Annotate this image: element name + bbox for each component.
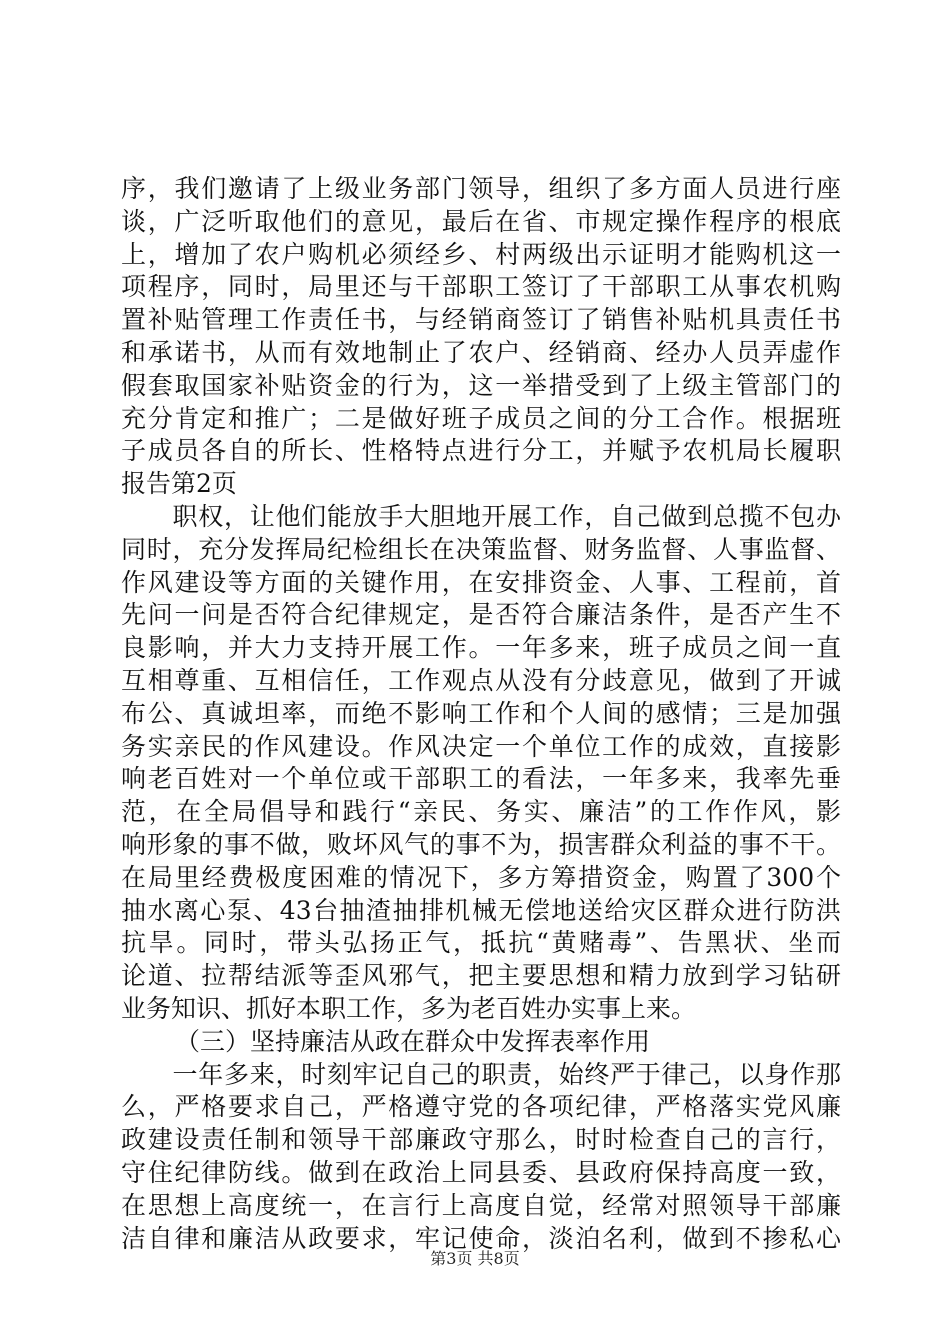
text-line: 充分肯定和推广；二是做好班子成员之间的分工合作。根据班 (121, 403, 841, 433)
text-line: 抽水离心泵、43台抽渣抽排机械无偿地送给灾区群众进行防洪 (121, 895, 841, 925)
text-line: 子成员各自的所长、性格特点进行分工，并赋予农机局长履职 (121, 436, 841, 466)
text-line: 么，严格要求自己，严格遵守党的各项纪律，严格落实党风廉 (121, 1092, 841, 1122)
text-line: 洁自律和廉洁从政要求，牢记使命，淡泊名利，做到不掺私心 (121, 1223, 841, 1253)
text-line: 一年多来，时刻牢记自己的职责，始终严于律己，以身作那 (121, 1059, 841, 1089)
text-line: 在局里经费极度困难的情况下，多方筹措资金，购置了300个 (121, 862, 841, 892)
text-line: 报告第2页 (121, 469, 237, 499)
text-line: 良影响，并大力支持开展工作。一年多来，班子成员之间一直 (121, 633, 841, 663)
text-line: 项程序，同时，局里还与干部职工签订了干部职工从事农机购 (121, 272, 841, 302)
section-heading: （三）坚持廉洁从政在群众中发挥表率作用 (175, 1026, 651, 1056)
text-line: 上，增加了农户购机必须经乡、村两级出示证明才能购机这一 (121, 239, 841, 269)
text-line: 守住纪律防线。做到在政治上同县委、县政府保持高度一致， (121, 1157, 841, 1187)
text-line: 在思想上高度统一，在言行上高度自觉，经常对照领导干部廉 (121, 1190, 841, 1220)
text-line: 响老百姓对一个单位或干部职工的看法，一年多来，我率先垂 (121, 764, 841, 794)
text-line: 职权，让他们能放手大胆地开展工作，自己做到总揽不包办 (121, 501, 841, 531)
text-line: 谈，广泛听取他们的意见，最后在省、市规定操作程序的根底 (121, 206, 841, 236)
body-text (121, 173, 841, 1255)
text-line: 抗旱。同时，带头弘扬正气，抵抗“黄赌毒”、告黑状、坐而 (121, 928, 841, 958)
text-line: 互相尊重、互相信任，工作观点从没有分歧意见，做到了开诚 (121, 665, 841, 695)
text-line: 先问一问是否符合纪律规定，是否符合廉洁条件，是否产生不 (121, 600, 841, 630)
text-line: 作风建设等方面的关键作用，在安排资金、人事、工程前，首 (121, 567, 841, 597)
text-line: 序，我们邀请了上级业务部门领导，组织了多方面人员进行座 (121, 174, 841, 203)
text-line: 置补贴管理工作责任书，与经销商签订了销售补贴机具责任书 (121, 305, 841, 335)
text-line: 布公、真诚坦率，而绝不影响工作和个人间的感情；三是加强 (121, 698, 841, 728)
text-line: 同时，充分发挥局纪检组长在决策监督、财务监督、人事监督、 (121, 534, 841, 564)
page-footer: 第3页 共8页 (430, 1249, 520, 1268)
text-line: 假套取国家补贴资金的行为，这一举措受到了上级主管部门的 (121, 370, 841, 400)
text-line: 政建设责任制和领导干部廉政守那么，时时检查自己的言行， (121, 1125, 841, 1155)
text-line: 响形象的事不做，败坏风气的事不为，损害群众利益的事不干。 (121, 829, 841, 859)
text-line: 论道、拉帮结派等歪风邪气，把主要思想和精力放到学习钻研 (121, 961, 841, 991)
text-line: 和承诺书，从而有效地制止了农户、经销商、经办人员弄虚作 (121, 337, 841, 367)
text-line: 业务知识、抓好本职工作，多为老百姓办实事上来。 (121, 993, 697, 1023)
text-line: 范，在全局倡导和践行“亲民、务实、廉洁”的工作作风，影 (121, 797, 841, 827)
text-line: 务实亲民的作风建设。作风决定一个单位工作的成效，直接影 (121, 731, 841, 761)
